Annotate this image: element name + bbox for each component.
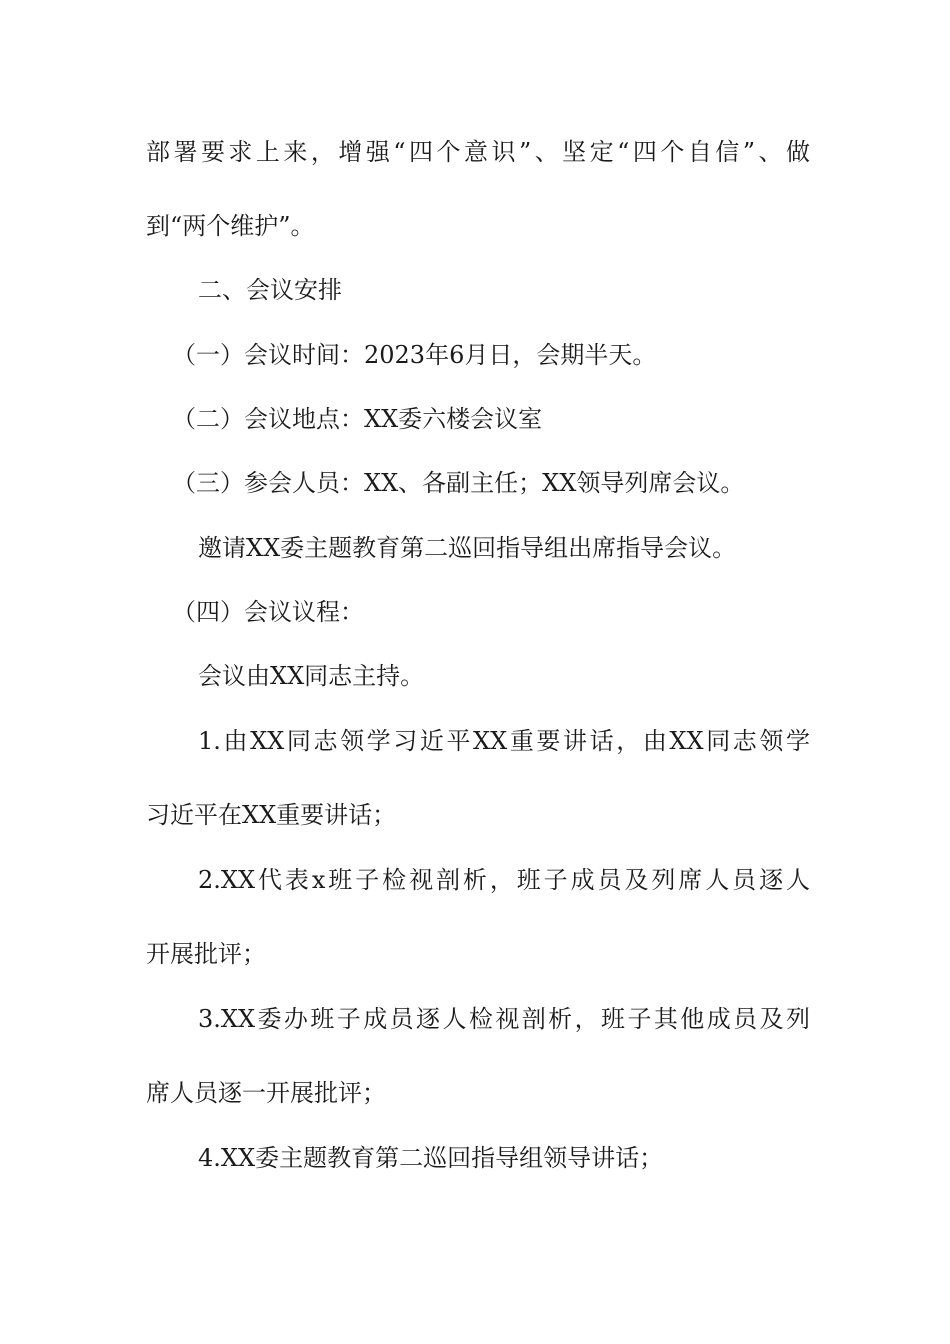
paragraph-line: 部署要求上来，增强“四个意识”、坚定“四个自信”、做 — [146, 138, 810, 166]
list-item-line: 开展批评； — [146, 940, 266, 968]
section-heading: 二、会议安排 — [198, 276, 342, 304]
list-item-line: 习近平在XX重要讲话； — [146, 801, 397, 829]
paragraph-line: （三）参会人员：XX、各副主任；XX领导列席会议。 — [172, 469, 745, 497]
list-item-line: 席人员逐一开展批评； — [146, 1079, 386, 1107]
list-item-line: 2.XX代表x班子检视剖析，班子成员及列席人员逐人 — [198, 866, 810, 894]
paragraph-line: （一）会议时间：2023年6月日，会期半天。 — [172, 341, 657, 369]
paragraph-line: 会议由XX同志主持。 — [198, 662, 425, 690]
paragraph-line: （二）会议地点：XX委六楼会议室 — [172, 405, 543, 433]
list-item-line: 4.XX委主题教育第二巡回指导组领导讲话； — [198, 1144, 664, 1172]
paragraph-line: 到“两个维护”。 — [146, 212, 315, 240]
list-item-line: 3.XX委办班子成员逐人检视剖析，班子其他成员及列 — [198, 1005, 810, 1033]
list-item-line: 1.由XX同志领学习近平XX重要讲话，由XX同志领学 — [198, 727, 810, 755]
paragraph-line: 邀请XX委主题教育第二巡回指导组出席指导会议。 — [198, 534, 737, 562]
paragraph-line: （四）会议议程： — [172, 598, 364, 626]
